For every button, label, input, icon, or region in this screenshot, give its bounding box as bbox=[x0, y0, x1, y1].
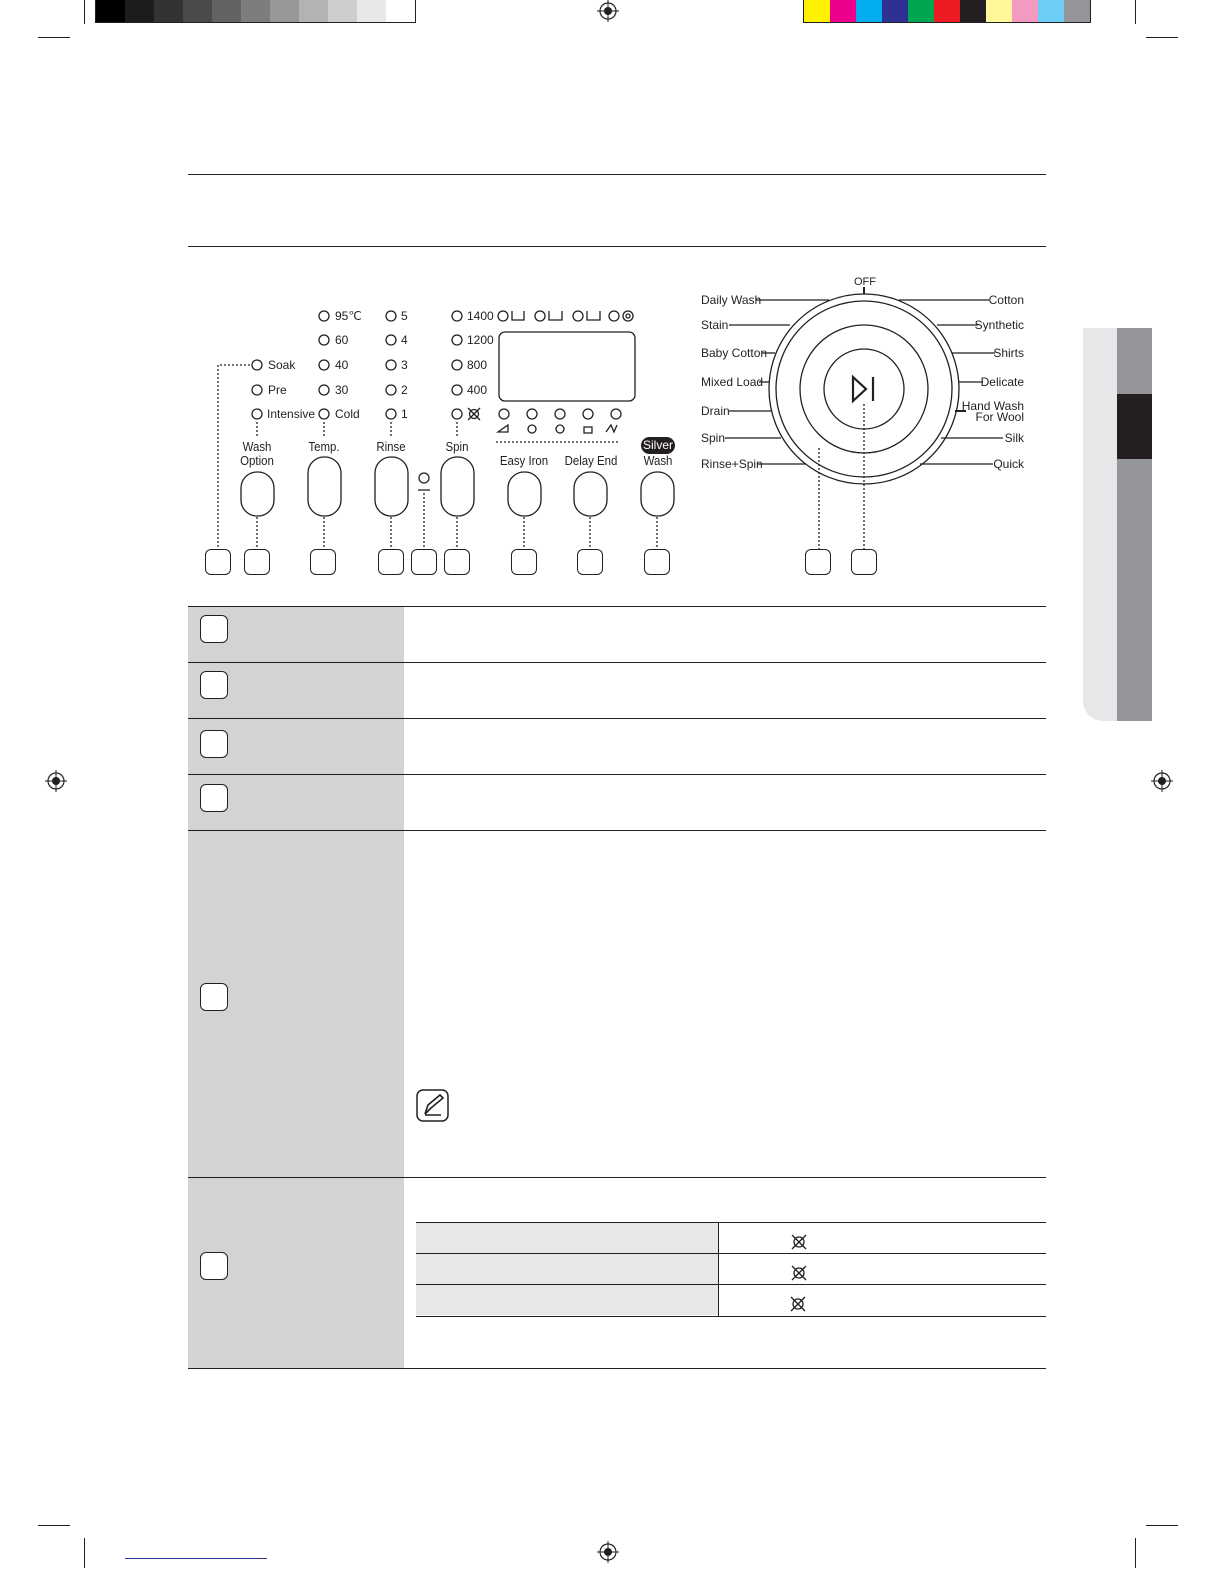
sub-table-line bbox=[416, 1316, 1046, 1317]
wash-option-button-shape bbox=[241, 472, 274, 516]
color-swatch bbox=[1038, 0, 1064, 22]
dial-program-right: Synthetic bbox=[974, 318, 1024, 332]
table-row-divider bbox=[188, 606, 1046, 607]
led-label-spin: 1400 bbox=[467, 309, 494, 323]
table-row-number bbox=[200, 784, 228, 812]
sub-table-cell bbox=[416, 1285, 718, 1315]
color-swatch bbox=[328, 0, 357, 22]
led-label-rinse: 1 bbox=[401, 407, 408, 421]
header-rule-bottom bbox=[188, 246, 1046, 247]
color-swatch bbox=[125, 0, 154, 22]
color-swatch bbox=[908, 0, 934, 22]
wash-option-label-line1: Wash bbox=[242, 439, 272, 454]
color-swatch bbox=[934, 0, 960, 22]
dial-program-left: Mixed Load bbox=[701, 375, 764, 389]
dial-program-right: For Wool bbox=[975, 410, 1024, 424]
temp-label: Temp. bbox=[308, 439, 340, 454]
footer-link-underline bbox=[125, 1558, 267, 1559]
start-pause-icon bbox=[853, 377, 873, 401]
temp-leds bbox=[319, 311, 329, 419]
side-tab-dark bbox=[1117, 328, 1152, 721]
callout-box bbox=[310, 549, 336, 575]
note-pencil-icon bbox=[416, 1089, 449, 1122]
easy-iron-label: Easy Iron bbox=[499, 453, 549, 468]
child-lock-icon bbox=[418, 473, 430, 490]
control-panel-diagram bbox=[188, 270, 1048, 590]
callout-box bbox=[511, 549, 537, 575]
sub-table-line bbox=[416, 1284, 1046, 1285]
callout-box bbox=[244, 549, 270, 575]
crop-mark bbox=[38, 37, 70, 38]
led-label-temp: 30 bbox=[335, 383, 349, 397]
dial-program-right: Delicate bbox=[980, 375, 1024, 389]
dial-program-right: Quick bbox=[993, 457, 1024, 471]
color-swatch bbox=[804, 0, 830, 22]
rinse-leds bbox=[386, 311, 396, 419]
crop-mark bbox=[1146, 37, 1178, 38]
color-bar bbox=[803, 0, 1091, 23]
dial-program-left: Baby Cotton bbox=[701, 346, 768, 360]
table-row-number bbox=[200, 671, 228, 699]
color-swatch bbox=[212, 0, 241, 22]
callout-box bbox=[644, 549, 670, 575]
registration-mark-right bbox=[1151, 770, 1173, 792]
dial-program-right: Shirts bbox=[993, 346, 1024, 360]
table-row-number bbox=[200, 730, 228, 758]
silver-wash-button-shape bbox=[641, 472, 674, 516]
dial-program-left: Daily Wash bbox=[701, 293, 762, 307]
dial-program-right: Silk bbox=[1004, 431, 1024, 445]
color-swatch bbox=[1012, 0, 1038, 22]
led-label-temp: 40 bbox=[335, 358, 349, 372]
dial-off-label: OFF bbox=[854, 276, 876, 288]
lcd-display bbox=[499, 332, 635, 401]
color-swatch bbox=[386, 0, 415, 22]
rinse-button-shape bbox=[375, 457, 408, 516]
program-dial bbox=[725, 287, 1003, 484]
led-label-rinse: 5 bbox=[401, 309, 408, 323]
table-row-number bbox=[200, 615, 228, 643]
spin-label: Spin bbox=[445, 439, 469, 454]
delay-end-label: Delay End bbox=[564, 453, 618, 468]
color-swatch bbox=[882, 0, 908, 22]
sub-table-line bbox=[416, 1222, 1046, 1223]
color-swatch bbox=[299, 0, 328, 22]
status-leds bbox=[498, 409, 621, 433]
table-row-divider bbox=[188, 662, 1046, 663]
led-label-intensive: Intensive bbox=[267, 407, 316, 421]
callout-box bbox=[805, 549, 831, 575]
led-label-spin: 1200 bbox=[467, 333, 494, 347]
dial-program-right: Cotton bbox=[988, 293, 1024, 307]
color-swatch bbox=[96, 0, 125, 22]
led-label-soak: Soak bbox=[268, 358, 296, 372]
grayscale-bar bbox=[95, 0, 416, 23]
progress-leds bbox=[498, 311, 633, 321]
silver-wash-label: Wash bbox=[643, 453, 673, 468]
no-spin-icon bbox=[790, 1233, 808, 1251]
rinse-label: Rinse bbox=[376, 439, 406, 454]
sub-table-divider bbox=[718, 1222, 719, 1316]
dial-program-left: Spin bbox=[701, 431, 726, 445]
color-swatch bbox=[183, 0, 212, 22]
registration-mark-left bbox=[45, 770, 67, 792]
crop-mark bbox=[1135, 1538, 1136, 1568]
registration-mark-bottom bbox=[597, 1541, 619, 1563]
led-label-rinse: 2 bbox=[401, 383, 408, 397]
crop-mark bbox=[1135, 0, 1136, 24]
side-tab-active bbox=[1117, 394, 1152, 459]
side-tab-light bbox=[1083, 328, 1117, 721]
color-swatch bbox=[154, 0, 183, 22]
callout-box bbox=[444, 549, 470, 575]
color-swatch bbox=[241, 0, 270, 22]
callout-box bbox=[577, 549, 603, 575]
spin-leds bbox=[452, 311, 462, 419]
callout-box bbox=[851, 549, 877, 575]
silver-badge: Silver bbox=[642, 438, 673, 452]
table-row-divider bbox=[188, 1177, 1046, 1178]
color-swatch bbox=[856, 0, 882, 22]
color-swatch bbox=[270, 0, 299, 22]
table-row-divider bbox=[188, 774, 1046, 775]
led-label-spin: 800 bbox=[467, 358, 488, 372]
no-spin-icon bbox=[468, 408, 480, 420]
callout-box bbox=[205, 549, 231, 575]
header-rule-top bbox=[188, 174, 1046, 175]
option-leds bbox=[252, 360, 262, 419]
dial-program-right: Hand Wash bbox=[961, 399, 1024, 413]
color-swatch bbox=[1064, 0, 1090, 22]
sub-table-cell bbox=[416, 1254, 718, 1284]
sub-table-line bbox=[416, 1253, 1046, 1254]
callout-box bbox=[411, 549, 437, 575]
crop-mark bbox=[1146, 1525, 1178, 1526]
color-swatch bbox=[830, 0, 856, 22]
no-spin-icon bbox=[789, 1295, 807, 1313]
dial-program-left: Stain bbox=[701, 318, 729, 332]
crop-mark bbox=[84, 1538, 85, 1568]
table-row-number bbox=[200, 983, 228, 1011]
easy-iron-button-shape bbox=[508, 472, 541, 516]
no-spin-icon bbox=[790, 1264, 808, 1282]
registration-mark-top bbox=[597, 0, 619, 22]
temp-button-shape bbox=[308, 457, 341, 516]
led-label-pre: Pre bbox=[268, 383, 287, 397]
color-swatch bbox=[960, 0, 986, 22]
wash-option-label-line2: Option bbox=[240, 453, 274, 468]
sub-table-cell bbox=[416, 1223, 718, 1253]
led-label-temp: 60 bbox=[335, 333, 349, 347]
table-row-divider bbox=[188, 1368, 1046, 1369]
led-label-spin: 400 bbox=[467, 383, 488, 397]
table-row-divider bbox=[188, 830, 1046, 831]
dial-program-left: Drain bbox=[701, 404, 730, 418]
led-label-rinse: 3 bbox=[401, 358, 408, 372]
spin-button-shape bbox=[441, 457, 474, 516]
delay-end-button-shape bbox=[574, 472, 607, 516]
crop-mark bbox=[84, 0, 85, 24]
dial-program-left: Rinse+Spin bbox=[701, 457, 763, 471]
crop-mark bbox=[38, 1525, 70, 1526]
table-row-divider bbox=[188, 718, 1046, 719]
color-swatch bbox=[357, 0, 386, 22]
table-row-number bbox=[200, 1252, 228, 1280]
color-swatch bbox=[986, 0, 1012, 22]
led-label-temp: Cold bbox=[335, 407, 360, 421]
led-label-rinse: 4 bbox=[401, 333, 408, 347]
led-label-temp: 95℃ bbox=[335, 309, 362, 323]
callout-box bbox=[378, 549, 404, 575]
